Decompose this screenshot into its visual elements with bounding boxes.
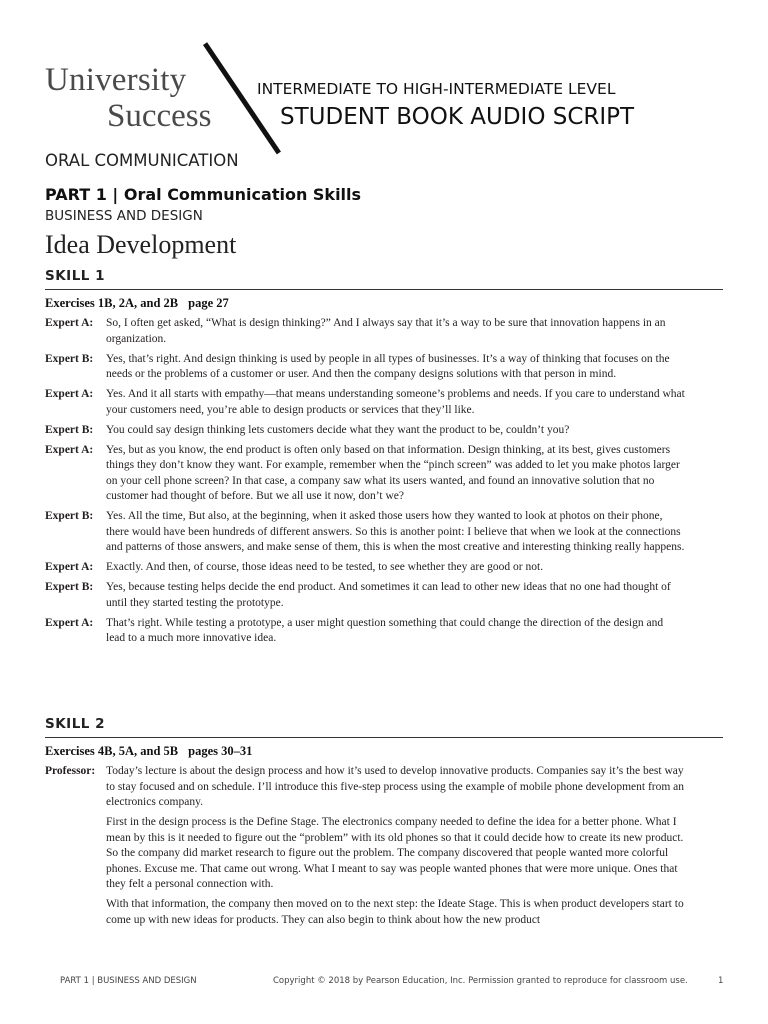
footer-copyright: Copyright © 2018 by Pearson Education, Inc. Permission granted to reproduce for classroom use.: [273, 976, 688, 986]
dialogue-text: Yes. And it all starts with empathy—that means understanding someone’s problems and needs. If you care to understand what your customers need, you’re able to design products or services that they’ll like.: [106, 388, 685, 416]
skill2-heading: SKILL 2: [45, 716, 106, 732]
speaker-label: Expert B:: [45, 510, 94, 522]
dialogue-line: [45, 560, 725, 576]
course-label: ORAL COMMUNICATION: [45, 151, 239, 170]
dialogue-text: Yes. All the time, But also, at the beginning, when it asked those users how they wanted to look at photos on their phone, there would have been hundreds of different answers. So this is another point: I believe that when we look at the connections and patterns of those answers, and make sense of them, this is when the most creative and interesting thinking really happens.: [106, 510, 685, 553]
dialogue-line: [45, 316, 725, 347]
speaker-label: Expert A:: [45, 317, 94, 329]
dialogue-text: You could say design thinking lets customers decide what they want the product to be, couldn’t you?: [106, 423, 570, 436]
subject-label: BUSINESS AND DESIGN: [45, 208, 203, 224]
document-title: STUDENT BOOK AUDIO SCRIPT: [280, 104, 635, 130]
dialogue-text: Exactly. And then, of course, those ideas need to be tested, to see whether they are good or not.: [106, 561, 544, 573]
skill2-page-ref: pages 30–31: [188, 744, 253, 758]
dialogue-line: [45, 580, 725, 611]
part-heading: PART 1 | Oral Communication Skills: [45, 185, 362, 204]
logo-success-text: Success: [107, 98, 212, 134]
skill1-exercise-list: Exercises 1B, 2A, and 2B: [45, 296, 179, 310]
speaker-label: Expert A:: [45, 561, 94, 573]
dialogue-text: So, I often get asked, “What is design thinking?” And I always say that it’s a way to be sure that innovation happens in an organization.: [106, 317, 666, 345]
footer-page-number: 1: [718, 976, 724, 986]
dialogue-text: Yes, because testing helps decide the end product. And sometimes it can lead to other new ideas that no one had thought of until they started testing the prototype.: [106, 581, 671, 609]
speaker-label: Professor:: [45, 765, 96, 777]
dialogue-text: That’s right. While testing a prototype, a user might question something that could change the direction of the design and lead to a much more innovative idea.: [106, 616, 664, 644]
dialogue-line: [45, 352, 725, 383]
speaker-label: Expert B:: [45, 581, 94, 593]
speaker-label: Expert A:: [45, 388, 94, 400]
dialogue-line: [45, 423, 725, 439]
skill1-dialogue: [45, 316, 725, 651]
skill1-exercises: [45, 296, 229, 311]
lecture-paragraph-3: With that information, the company then moved on to the next step: the Ideate Stage. This is when product developers start to come up with new ideas for products. They can also begin to think about how the new product: [106, 898, 684, 926]
dialogue-text: Yes, that’s right. And design thinking is used by people in all types of businesses. It’s a way of thinking that focuses on the needs or the problems of a customer or user. And then the company designs solutions with that person in mind.: [106, 352, 670, 380]
lecture-paragraph-1: Today’s lecture is about the design process and how it’s used to develop innovative products. Companies say it’s the best way to stay focused and on schedule. I’ll introduce this five-step process using the example of mobile phone development from an electronics company.: [106, 765, 685, 808]
skill1-rule: [45, 289, 723, 290]
skill2-rule: [45, 737, 723, 738]
speaker-label: Expert A:: [45, 616, 94, 629]
dialogue-line: [45, 387, 725, 418]
level-label: INTERMEDIATE TO HIGH-INTERMEDIATE LEVEL: [257, 80, 616, 98]
lecture-line: [45, 764, 725, 811]
skill1-heading: SKILL 1: [45, 268, 106, 284]
skill1-page-ref: page 27: [188, 296, 229, 310]
speaker-label: Expert B:: [45, 352, 94, 365]
skill2-exercises: [45, 744, 252, 759]
lecture-paragraph-2: First in the design process is the Define Stage. The electronics company needed to define the idea for a better phone. What I mean by this is it needed to figure out the “problem” with its old phones so that it could decide how to create its new product. So the company did market research to figure out the problem. The company discovered that people wanted more colorful phones. Excuse me. That came out wrong. What I meant to say was people wanted phones that were more unique. Ones that they felt a personal connection with.: [106, 816, 684, 890]
dialogue-text: Yes, but as you know, the end product is often only based on that information. Design thinking, at its best, gives customers things they don’t know they want. For example, remember when the “pinch screen” was added to let you make photos larger on your cell phone screen? In that case, a company saw what its users wanted, and found an innovative solution that no customer had thought of before. But we all use it now, don’t we?: [106, 443, 680, 502]
logo-university-text: University: [45, 62, 187, 98]
dialogue-line: [45, 509, 725, 556]
footer-section-label: PART 1 | BUSINESS AND DESIGN: [60, 976, 197, 986]
skill2-lecture: [45, 764, 725, 933]
skill2-exercise-list: Exercises 4B, 5A, and 5B: [45, 744, 179, 758]
dialogue-line: [45, 616, 725, 647]
dialogue-line: [45, 443, 725, 505]
chapter-title: Idea Development: [45, 230, 237, 259]
speaker-label: Expert A:: [45, 443, 94, 456]
speaker-label: Expert B:: [45, 423, 94, 436]
